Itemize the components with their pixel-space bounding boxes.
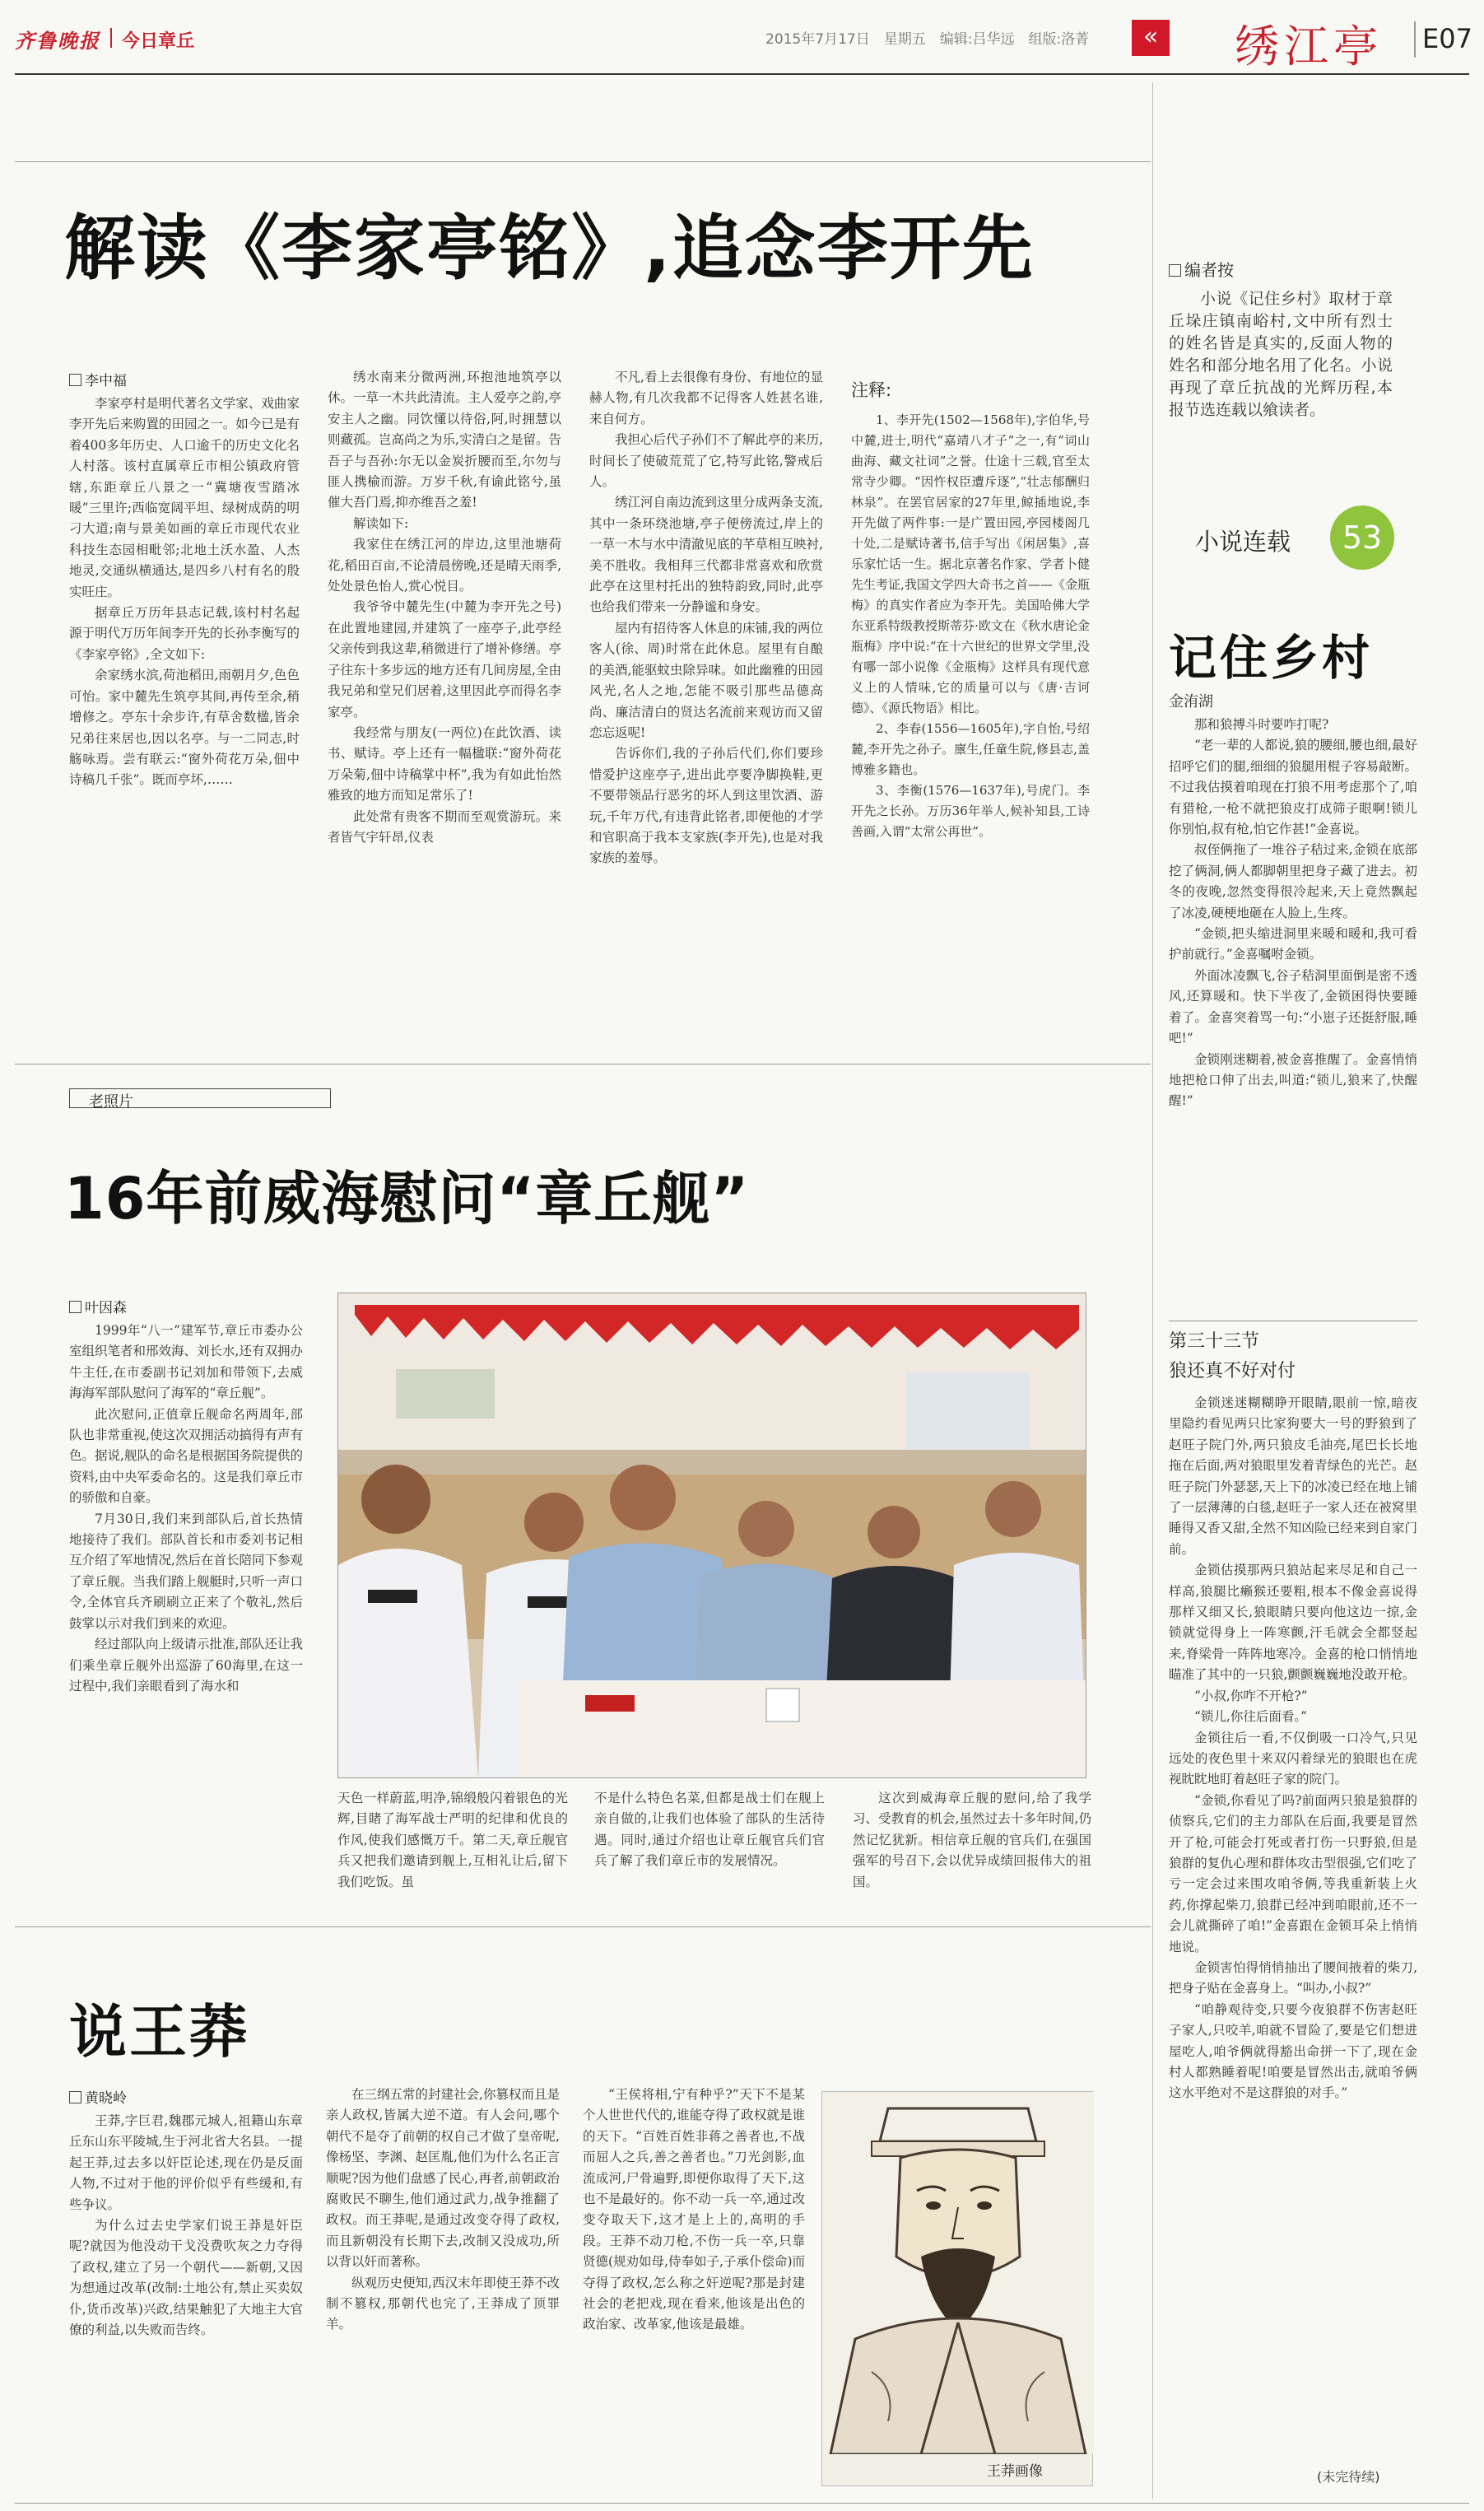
paragraph: 此处常有贵客不期而至观赏游玩。来者皆气宇轩昂,仪表: [328, 808, 561, 845]
old-photo-label: 老照片: [89, 1093, 133, 1111]
logo-divider: [110, 28, 112, 48]
paragraph: “金锁,你看见了吗?前面两只狼是狼群的侦察兵,它们的主力部队在后面,我要是冒然开了枪,可能会打死或者打伤一只野狼,但是狼群的复仇心理和群体攻击型很强,它们吃了亏一定会过来围攻咱爷俩,等我重新装上火药,你撑起柴刀,狼群已经冲到咱眼前,还不一会儿就撕碎了咱!”金喜跟在金锁耳朵上悄悄地说。: [1169, 1792, 1417, 1954]
article2-column-1: [69, 1321, 303, 1897]
paragraph: “金锁,把头缩进洞里来暖和暖和,我可看护前就行。”金喜嘱咐金锁。: [1169, 926, 1417, 962]
article1-title: 解读《李家亭铭》,追念李开先: [64, 207, 1035, 290]
paragraph: 金锁估摸那两只狼站起来尽足和自己一样高,狼腿比癞猴还要粗,根本不像金喜说得那样又细又长,狼眼睛只要向他这边一掠,金锁就觉得身上一阵寒颤,汗毛就会全都竖起来,脊梁骨一阵阵地寒冷。金喜的枪口悄悄地瞄准了其中的一只狼,颤颤巍巍地没敢开枪。: [1169, 1563, 1417, 1683]
article1-notes: [851, 410, 1090, 1024]
paragraph: 7月30日,我们来到部队后,首长热情地接待了我们。部队首长和市委刘书记相互介绍了军地情况,然后在首长陪同下参观了章丘舰。当我们踏上舰艇时,只听一声口令,全体官兵齐刷刷立正来了个敬礼,然后鼓掌以示对我们到来的欢迎。: [69, 1511, 303, 1631]
article3-column-2: [326, 2085, 560, 2498]
paragraph: 这次到威海章丘舰的慰问,给了我学习、受教育的机会,虽然过去十多年时间,仍然记忆犹新。相信章丘舰的官兵们,在强国强军的号召下,会以优异成绩回报伟大的祖国。: [853, 1791, 1091, 1889]
old-photo-navy-visit: [337, 1293, 1086, 1778]
serial-text-part1: [1169, 715, 1417, 1317]
paragraph: “小叔,你咋不开枪?”: [1194, 1688, 1308, 1703]
paragraph: 金锁迷迷糊糊睁开眼睛,眼前一惊,暗夜里隐约看见两只比家狗要大一号的野狼到了赵旺子院门外,两只狼皮毛油亮,尾巴长长地拖在后面,两对狼眼里发着青绿色的光芒。赵旺子院门外瑟瑟,天上下的冰凌已经在地上铺了一层薄薄的白毯,赵旺子一家人还在被窝里睡得又香又甜,全然不知凶险已经来到自家门前。: [1169, 1395, 1417, 1557]
paragraph: “咱静观待变,只要今夜狼群不伤害赵旺子家人,只咬羊,咱就不冒险了,要是它们想进屋吃人,咱爷俩就得豁出命拼一下了,现在金村人都熟睡着呢!咱要是冒然出击,就咱爷俩这水平绝对不是这群狼的对手。”: [1169, 2001, 1417, 2101]
article1-column-2: [328, 367, 561, 1051]
paragraph: 在三纲五常的封建社会,你篡权而且是亲人政权,皆属大逆不道。有人会问,哪个朝代不是夺了前朝的权自己才做了皇帝呢,像杨坚、李渊、赵匡胤,他们为什么名正言顺呢?因为他们盘感了民心,再者,前朝政治腐败民不聊生,他们通过武力,战争推翻了政权。而王莽呢,是通过改变夺得了政权,而且新朝没有长期下去,改制又没成功,所以背以奸而著称。: [326, 2087, 560, 2270]
serial-title: 记住乡村: [1169, 630, 1374, 686]
editor-note-label: 编者按: [1169, 257, 1234, 281]
article2-column-3: [594, 1788, 825, 1912]
portrait-caption: 王莽画像: [987, 2463, 1043, 2480]
serial-author: 金洧湖: [1169, 693, 1213, 710]
chapter-number: 第三十三节: [1169, 1331, 1260, 1352]
newspaper-logo: 齐鲁晚报: [15, 30, 100, 53]
article3-top-rule: [15, 1926, 1151, 1927]
page-bottom-rule: [15, 2503, 1469, 2504]
page-no-divider: [1414, 21, 1416, 58]
article3-title: 说王莽: [69, 1998, 249, 2066]
note-item: 3、李衡(1576—1637年),号虎门。李开先之长孙。万历36年举人,候补知县,工诗善画,入谓“太常公再世”。: [851, 783, 1090, 839]
notes-heading: 注释:: [851, 380, 892, 400]
paragraph: 为什么过去史学家们说王莽是奸臣呢?就因为他没动干戈没费吹灰之力夺得了政权,建立了另一个朝代——新朝,又因为想通过改革(改制:土地公有,禁止买卖奴仆,货币改革)兴政,结果触犯了大地主大官僚的利益,以失败而告终。: [69, 2218, 303, 2338]
article3-column-3: [583, 2085, 805, 2498]
paragraph: “老一辈的人都说,狼的腰细,腰也细,最好招呼它们的腿,细细的狼腿用棍子容易敲断。不过我估摸着咱现在打狼不用考虑那个了,咱有猎枪,一枪不就把狼皮打成筛子眼啊!锁儿你别怕,叔有枪,怕它作甚!”金喜说。: [1169, 738, 1417, 837]
section-name: 今日章丘: [122, 31, 195, 52]
paragraph: “王侯将相,宁有种乎?”天下不是某个人世世代代的,谁能夺得了政权就是谁的天下。“百姓百姓非蒋之善者也,不战而屈人之兵,善之善者也。”刀光剑影,血流成河,尸骨遍野,即便你取得了天下,这也不是最好的。你不动一兵一卒,通过改变夺取天下,这才是上上的,高明的手段。王莽不动刀枪,不伤一兵一卒,只靠贤德(规劝如母,侍奉如子,子承仆偿命)而夺得了政权,怎么称之奸逆呢?那是封建社会的老把戏,现在看来,他该是出色的政治家、改革家,他该是最雄。: [583, 2087, 805, 2332]
issue-meta: 2015年7月17日 星期五 编辑:吕华远 组版:洛菁: [765, 31, 1090, 48]
article3-byline: 黄晓岭: [69, 2086, 127, 2107]
paragraph: 李家亭村是明代著名文学家、戏曲家李开先后来购置的田园之一。如今已是有着400多年历史、人口逾千的历史文化名人村落。该村直属章丘市相公镇政府管辖,东距章丘八景之一“冀塘夜雪踏冰暖”三里许;西临宽阔平坦、绿树成荫的明刁大道;南与景美如画的章丘市现代农业科技生态园相毗邻;北地土沃水盈、人杰地灵,交通纵横通达,是四乡八村有名的殷实旺庄。: [69, 396, 300, 599]
paragraph: 我经常与朋友(一两位)在此饮酒、读书、赋诗。亭上还有一幅楹联:“窗外荷花万朵菊,佃中诗稿掌中杯”,我为有如此怡然雅致的地方而知足常乐了!: [328, 724, 561, 804]
right-column-divider: [1152, 82, 1153, 2499]
chapter-title: 狼还真不好对付: [1169, 1361, 1296, 1381]
masthead: [0, 0, 1484, 76]
wang-mang-portrait: [821, 2091, 1093, 2486]
note-item: 1、李开先(1502—1568年),字伯华,号中麓,进士,明代“嘉靖八才子”之一,有“词山曲海、藏文社词”之誉。仕途十三载,官至太常寺少卿。“因忤权臣遭斥逐”,“壮志郁酬归林泉”。在罢官居家的27年里,鲸插地说,李开先做了两件事:一是广置田园,亭园楼阁几十处,二是赋诗著书,信手写出《闲居集》,喜乐家忙话一生。据北京著名作家、学者卜健先生考证,我国文学四大奇书之首——《金瓶梅》的真实作者应为李开先。美国哈佛大学东亚系特级教授斯蒂芬·欧文在《秋水唐论金瓶梅》序中说:“在十六世纪的世界文学里,没有哪一部小说像《金瓶梅》这样具有现代意义上的人情味,它的质量可以与《唐·吉诃德》、《源氏物语》相比。: [851, 412, 1090, 715]
chevron-left-icon: «: [1132, 20, 1170, 56]
paragraph: 余家绣水滨,荷池稻田,雨朝月夕,色色可怡。家中麓先生筑亭其间,再传至余,稍增修之。亭东十余步许,有草舍数楹,皆余兄弟往来居也,因以名亭。与一二同志,时觞咏焉。尝有联云:“窗外荷花万朵,佃中诗稿几千张”。既而亭坏,……: [69, 668, 300, 788]
article2-title: 16年前威海慰问“章丘舰”: [64, 1165, 750, 1232]
paragraph: 我担心后代子孙们不了解此亭的来历,时间长了使破荒荒了它,特写此铭,警戒后人。: [589, 432, 823, 490]
page-number: E07: [1422, 23, 1472, 54]
article2-byline: 叶因森: [69, 1296, 127, 1316]
paragraph: 经过部队向上级请示批准,部队还让我们乘坐章丘舰外出巡游了60海里,在这一过程中,我们亲眼看到了海水和: [69, 1637, 303, 1693]
paragraph: 纵观历史便知,西汉末年即使王莽不改制不篡权,那朝代也完了,王莽成了顶罪羊。: [326, 2275, 560, 2332]
masthead-rule: [15, 73, 1469, 75]
paragraph: 金锁害怕得悄悄抽出了腰间掖着的柴刀,把身子贴在金喜身上。“叫办,小叔?”: [1169, 1959, 1417, 1996]
to-be-continued: (未完待续): [1317, 2469, 1380, 2485]
paragraph: 外面冰凌飘飞,谷子秸洞里面倒是密不透风,还算暖和。快下半夜了,金锁困得快要睡着了。金喜突着骂一句:“小崽子还挺舒服,睡吧!”: [1169, 967, 1417, 1046]
article2-column-4: [853, 1788, 1091, 1912]
paragraph: 告诉你们,我的子孙后代们,你们要珍惜爱护这座亭子,进出此亭要净脚换鞋,更不要带领品行恶劣的坏人到这里饮酒、游玩,千年万代,有违背此铭者,即便他的才学和官职高于我本支家族(李开先),也是对我家族的羞辱。: [589, 746, 823, 866]
article1-top-rule: [15, 161, 1151, 162]
paragraph: “锁儿,你往后面看。”: [1194, 1709, 1308, 1725]
article1-column-1: [69, 394, 300, 1051]
serial-number-badge: 53: [1330, 505, 1394, 570]
paragraph: 那和狼搏斗时要咋打呢?: [1194, 717, 1329, 732]
paragraph: 屋内有招待客人休息的床铺,我的两位客人(徐、周)时常在此休息。屋里有自酿的美酒,能驱蚊虫除异味。如此幽雅的田园风光,名人之地,怎能不吸引那些品德高尚、廉洁清白的贤达名流前来观访而又留恋忘返呢!: [589, 620, 823, 740]
paragraph: 金锁刚迷糊着,被金喜推醒了。金喜悄悄地把枪口伸了出去,叫道:“锁儿,狼来了,快醒醒!”: [1169, 1051, 1417, 1109]
page-name: 绣江亭: [1235, 21, 1383, 72]
photo-illustration: [338, 1293, 1086, 1778]
editor-note-text: 小说《记住乡村》取材于章丘垛庄镇南峪村,文中所有烈士的姓名皆是真实的,反面人物的姓名和部分地名用了化名。小说再现了章丘抗战的光辉历程,本报节选连载以飨读者。: [1169, 290, 1393, 419]
paragraph: 此次慰问,正值章丘舰命名两周年,部队也非常重视,使这次双拥活动搞得有声有色。据说,舰队的命名是根据国务院提供的资料,由中央军委命名的。这是我们章丘市的骄傲和自豪。: [69, 1406, 303, 1506]
paragraph: 解读如下:: [353, 515, 409, 531]
paragraph: 不凡,看上去很像有身份、有地位的显赫人物,有几次我都不记得客人姓甚名谁,来自何方。: [589, 370, 823, 426]
paragraph: 不是什么特色名菜,但都是战士们在舰上亲自做的,让我们也体验了部队的生活待遇。同时,通过介绍也让章丘舰官兵们官兵了解了我们章丘市的发展情况。: [594, 1791, 825, 1869]
paragraph: 我爷爷中麓先生(中麓为李开先之号)在此置地建园,并建筑了一座亭子,此亭经父亲传到我这辈,稍微进行了增补修缮。亭子往东十多步远的地方还有几间房屋,全由我兄弟和堂兄们居着,这里因此亭而得名李家亭。: [328, 599, 561, 720]
paragraph: 据章丘万历年县志记载,该村村名起源于明代万历年间李开先的长孙李衡写的《李家亭铭》,全文如下:: [69, 605, 300, 662]
serial-label: 小说连载: [1195, 528, 1291, 556]
paragraph: 我家住在绣江河的岸边,这里池塘荷花,稻田百亩,不论清晨傍晚,还是晴天雨季,处处景色怡人,赏心悦目。: [328, 537, 561, 594]
paragraph: 金锁往后一看,不仅倒吸一口冷气,只见远处的夜色里十来双闪着绿光的狼眼也在虎视眈眈地盯着赵旺子家的院门。: [1169, 1730, 1417, 1787]
paragraph: 叔侄俩拖了一堆谷子秸过来,金锁在底部挖了俩洞,俩人都脚朝里把身子藏了进去。初冬的夜晚,忽然变得很冷起来,天上竟然飘起了冰凌,硬梗地砸在人脸上,生疼。: [1169, 842, 1417, 920]
paragraph: 1999年“八一”建军节,章丘市委办公室组织笔者和邢效海、刘长水,还有双拥办牛主任,在市委副书记刘加和带领下,去威海海军部队慰问了海军的“章丘舰”。: [69, 1323, 303, 1401]
paragraph: 绣江河自南边流到这里分成两条支流,其中一条环绕池塘,亭子便傍流过,岸上的一草一木与水中清澈见底的芊草相互映衬,美不胜收。我相拜三代都非常喜欢和欣赏此亭在这里村托出的独特韵致,同时,此亭也给我们带来一分静谧和身安。: [589, 495, 823, 615]
paragraph: 天色一样蔚蓝,明净,锦缎般闪着银色的光辉,目睹了海军战士严明的纪律和优良的作风,使我们感慨万千。第二天,章丘舰官兵又把我们邀请到舰上,互相礼让后,留下我们吃饭。虽: [337, 1791, 568, 1889]
paragraph: 绣水南来分微两洲,环抱池地筑亭以休。一草一木共此清流。主人爱亭之韵,亭安主人之幽。同饮懂以待俗,阿,时拥慧以则藏孤。岂高尚之为乐,实清白之是留。告吾子与吾孙:尔无以金炭折腰而至,尔勿与匪人携榆而游。万岁千秋,有谕此铭兮,虽催大吾门焉,抑亦维吾之羞!: [328, 370, 561, 510]
serial-text-part2: [1169, 1393, 1417, 2462]
article3-column-1: [69, 2111, 303, 2498]
paragraph: 王莽,字巨君,魏郡元城人,祖籍山东章丘东山东平陵城,生于河北省大名县。一提起王莽,过去多以奸臣论述,现在仍是反面人物,不过对于他的评价似乎有些缓和,有些争议。: [69, 2113, 303, 2212]
article1-byline: 李中福: [69, 369, 127, 389]
article2-column-2: [337, 1788, 568, 1912]
note-item: 2、李春(1556—1605年),字自怡,号绍麓,李开先之孙子。廪生,任童生院,修县志,盖博雅多籍也。: [851, 721, 1090, 777]
portrait-drawing: [822, 2092, 1094, 2454]
article1-column-3: [589, 367, 823, 1051]
